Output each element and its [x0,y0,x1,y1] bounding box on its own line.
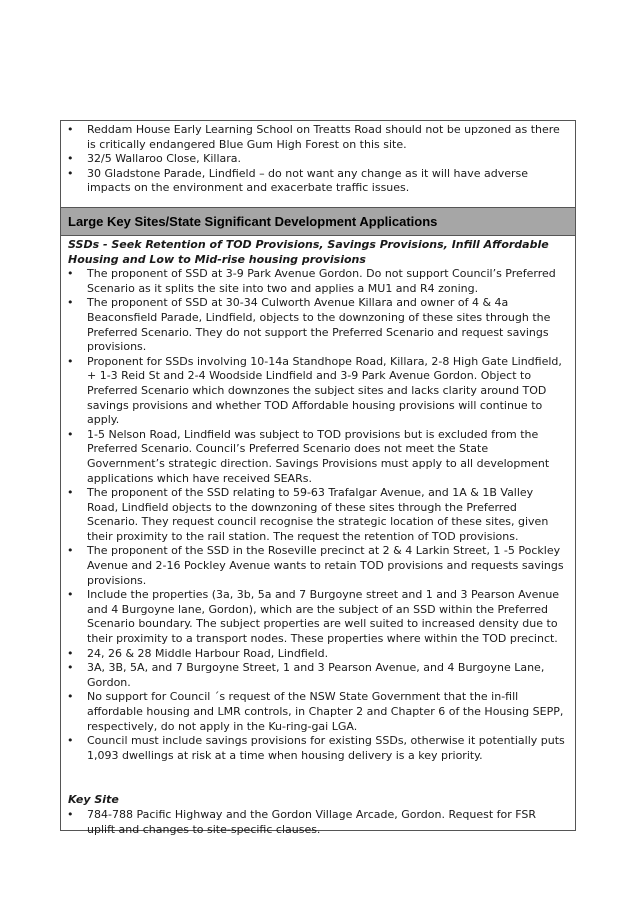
list-item-text: Include the properties (3a, 3b, 5a and 7 Burgoyne street and 1 and 3 Pearson Avenue and 4 Burgoyne lane, Gordon), which are the subject of an SSD within the Preferred Scenario boundary. The subject properties are well suited to increased density due to their proximity to a transport nodes. These properties where within the TOD precinct. [87,588,560,646]
bullet-icon: • [67,807,74,821]
ssd-section [61,238,575,837]
list-item-text: The proponent of SSD at 3-9 Park Avenue Gordon. Do not support Council’s Preferred Scenario as it splits the site into two and applies a MU1 and R4 zoning. [87,267,556,295]
list-item-text: The proponent of the SSD in the Roseville precinct at 2 & 4 Larkin Street, 1 -5 Pockley Avenue and 2-16 Pockley Avenue wants to retain TOD provisions and requests savings provisions. [87,544,564,587]
key-site-bullet-list [61,808,571,837]
list-item-text: 30 Gladstone Parade, Lindfield – do not want any change as it will have adverse impacts on the environment and exacerbate traffic issues. [87,166,528,195]
bullet-icon: • [67,734,74,748]
bullet-icon: • [67,354,74,368]
list-item [61,734,571,763]
bullet-icon: • [67,690,74,704]
list-item [61,428,571,486]
list-item [61,296,571,354]
bullet-icon: • [67,661,74,675]
list-item [61,267,571,296]
list-item [61,167,575,196]
list-item-text: 3A, 3B, 5A, and 7 Burgoyne Street, 1 and 3 Pearson Avenue, and 4 Burgoyne Lane, Gordon. [87,661,545,689]
list-item [61,544,571,588]
top-bullet-list [61,123,575,196]
ssd-bullet-list [61,267,571,763]
list-item-text: The proponent of SSD at 30-34 Culworth Avenue Killara and owner of 4 & 4a Beaconsfield Parade, Lindfield, objects to the downzoning of these sites through the Preferred Scenario. They do not support the Preferred Scenario and request savings provisions. [87,296,551,354]
bullet-icon: • [67,123,74,136]
list-item-text: 784-788 Pacific Highway and the Gordon Village Arcade, Gordon. Request for FSR uplift and changes to site-specific clauses. [87,807,537,836]
list-item-text: The proponent of the SSD relating to 59-63 Trafalgar Avenue, and 1A & 1B Valley Road, Lindfield objects to the downzoning of these sites through the Preferred Scenario. They request council recognise the strategic location of these sites, given their proximity to the rail station. The request the retention of TOD provisions. [87,486,549,543]
bullet-icon: • [67,152,74,166]
section-header-title: Large Key Sites/State Significant Development Applications [68,214,438,229]
bullet-icon: • [67,166,74,180]
list-item [61,690,571,734]
list-item-text: 24, 26 & 28 Middle Harbour Road, Lindfield. [87,646,329,660]
bullet-icon: • [67,646,74,660]
list-item [61,123,575,152]
list-item [61,647,571,662]
bullet-icon: • [67,267,74,281]
list-item-text: Proponent for SSDs involving 10-14a Standhope Road, Killara, 2-8 High Gate Lindfield, + 1-3 Reid St and 2-4 Woodside Lindfield and 3-9 Park Avenue Gordon. Object to Preferred Scenario which downzones the subject sites and lacks clarity around TOD savings provisions and whether TOD Affordable housing provisions will continue to apply. [87,354,562,427]
list-item [61,808,571,837]
list-item [61,588,571,646]
list-item-text: 32/5 Wallaroo Close, Killara. [87,152,242,166]
list-item [61,152,575,167]
bullet-icon: • [67,544,74,558]
list-item [61,661,571,690]
list-item-text: 1-5 Nelson Road, Lindfield was subject to TOD provisions but is excluded from the Preferred Scenario. Council’s Preferred Scenario does not meet the State Government’s strategic direction. Savings Provisions must apply to all development applications which have received SEARs. [87,427,550,485]
section-header-bar [61,208,575,236]
bullet-icon: • [67,486,74,500]
bullet-icon: • [67,296,74,310]
bullet-icon: • [67,427,74,441]
list-item-text: Council must include savings provisions for existing SSDs, otherwise it potentially puts 1,093 dwellings at risk at a time when housing delivery is a key priority. [87,734,565,762]
list-item [61,486,571,544]
list-item-text: No support for Council ´s request of the NSW State Government that the in-fill affordable housing and LMR controls, in Chapter 2 and Chapter 6 of the Housing SEPP, respectively, do not apply in the Ku-ring-gai LGA. [87,690,564,733]
top-bullets-section [61,121,575,208]
ssd-subheading: SSDs - Seek Retention of TOD Provisions, Savings Provisions, Infill Affordable Housing and Low to Mid-rise housing provisions [68,238,549,266]
key-site-heading: Key Site [68,793,119,807]
document-table-frame [60,120,576,836]
bullet-icon: • [67,588,74,602]
list-item [61,355,571,428]
list-item-text: Reddam House Early Learning School on Treatts Road should not be upzoned as there is critically endangered Blue Gum High Forest on this site. [87,123,560,151]
